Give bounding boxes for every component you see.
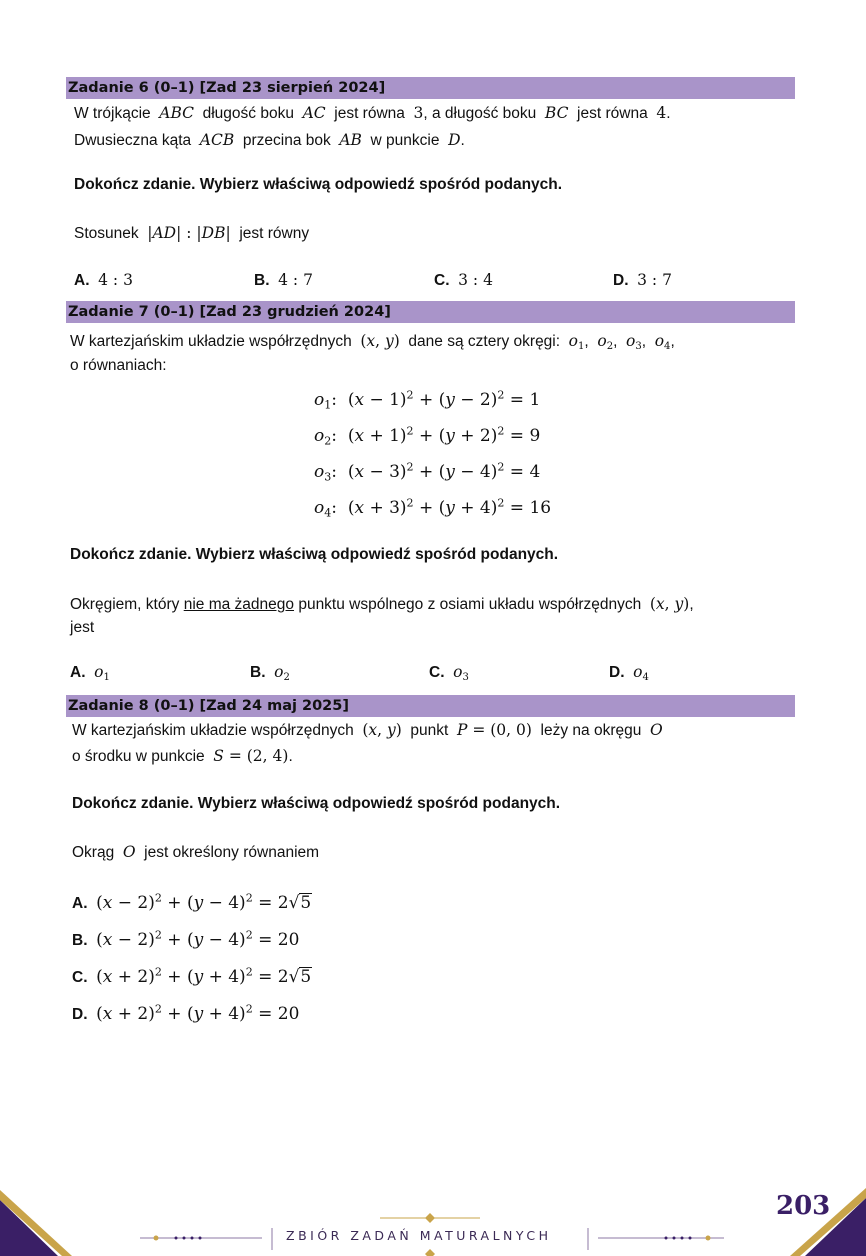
task-6-option-b[interactable]: [254, 271, 313, 290]
task-8-question: Okrąg O jest określony równaniem: [72, 843, 320, 861]
task-7-option-a[interactable]: A. $o_1$: [70, 663, 110, 684]
task-7-question-line-2: jest: [70, 619, 95, 636]
option-label: A.: [72, 895, 88, 912]
task-7-text-line-1: W kartezjańskim układzie współrzędnych (x, y) dane są cztery okręgi: $o_1$, $o_2$, $o_3$, $o_4$,: [70, 332, 675, 353]
option-value: 4 : 3: [98, 271, 133, 289]
option-value: 4 : 7: [278, 271, 313, 289]
option-value: 3 : 4: [458, 271, 493, 289]
task-6-header: Zadanie 6 (0–1) [Zad 23 sierpień 2024]: [66, 77, 795, 99]
option-label: B.: [250, 664, 266, 681]
task-7-option-c[interactable]: C. $o_3$: [429, 663, 469, 684]
task-6-question: Stosunek |AD| : |DB| jest równy: [74, 224, 310, 242]
diamond-ornament: [425, 1213, 435, 1223]
equation-o4: $o_4$: $(x + 3)^2 + (y + 4)^2 = 16$: [314, 496, 552, 520]
task-8-option-d[interactable]: D. $(x + 2)^2 + (y + 4)^2 = 20$: [72, 1002, 300, 1024]
task-8-instruction: Dokończ zdanie. Wybierz właściwą odpowiedź spośród podanych.: [72, 795, 561, 812]
equation-o3: $o_3$: $(x - 3)^2 + (y - 4)^2 = 4$: [314, 460, 541, 484]
task-6-text-line-2: Dwusieczna kąta ACB przecina bok AB w punkcie D.: [74, 131, 465, 149]
option-label: B.: [72, 932, 88, 949]
task-7-header: Zadanie 7 (0–1) [Zad 23 grudzień 2024]: [66, 301, 795, 323]
option-label: A.: [74, 272, 90, 289]
option-value: 3 : 7: [637, 271, 672, 289]
task-6-option-a[interactable]: [74, 271, 133, 290]
task-6-text-line-1: W trójkącie ABC długość boku AC jest równa 3, a długość boku BC jest równa 4.: [74, 104, 671, 122]
task-8-option-b[interactable]: B. $(x - 2)^2 + (y - 4)^2 = 20$: [72, 928, 300, 950]
task-8-text-line-2: o środku w punkcie S = (2, 4).: [72, 747, 293, 765]
task-8-text-line-1: W kartezjańskim układzie współrzędnych (x, y) punkt P = (0, 0) leży na okręgu O: [72, 721, 663, 739]
task-6-instruction: Dokończ zdanie. Wybierz właściwą odpowiedź spośród podanych.: [74, 176, 563, 193]
option-label: C.: [429, 664, 445, 681]
task-6-question-suffix: jest równy: [239, 225, 310, 242]
equation-o2: $o_2$: $(x + 1)^2 + (y + 2)^2 = 9$: [314, 424, 541, 448]
left-corner-shape: [0, 1200, 58, 1256]
task-6-option-d[interactable]: [613, 271, 672, 290]
option-label: C.: [434, 272, 450, 289]
option-label: B.: [254, 272, 270, 289]
task-7-option-d[interactable]: D. $o_4$: [609, 663, 649, 684]
option-label: D.: [613, 272, 629, 289]
option-label: D.: [609, 664, 625, 681]
footer-title: ZBIÓR ZADAŃ MATURALNYCH: [286, 1228, 552, 1243]
task-8-header: Zadanie 8 (0–1) [Zad 24 maj 2025]: [66, 695, 795, 717]
task-7-instruction: Dokończ zdanie. Wybierz właściwą odpowiedź spośród podanych.: [70, 546, 559, 563]
task-8-option-a[interactable]: A. $(x - 2)^2 + (y - 4)^2 = 2√5$: [72, 891, 312, 913]
option-label: C.: [72, 969, 88, 986]
page-number: 203: [776, 1191, 831, 1221]
option-label: D.: [72, 1006, 88, 1023]
equation-o1: $o_1$: $(x - 1)^2 + (y - 2)^2 = 1$: [314, 388, 541, 412]
task-7-option-b[interactable]: B. $o_2$: [250, 663, 290, 684]
task-7-text-line-2: o równaniach:: [70, 357, 167, 374]
option-label: A.: [70, 664, 86, 681]
task-6-option-c[interactable]: [434, 271, 493, 290]
task-7-question-line-1: Okręgiem, który nie ma żadnego punktu wspólnego z osiami układu współrzędnych (x, y),: [70, 595, 694, 613]
task-8-option-c[interactable]: C. $(x + 2)^2 + (y + 4)^2 = 2√5$: [72, 965, 312, 987]
